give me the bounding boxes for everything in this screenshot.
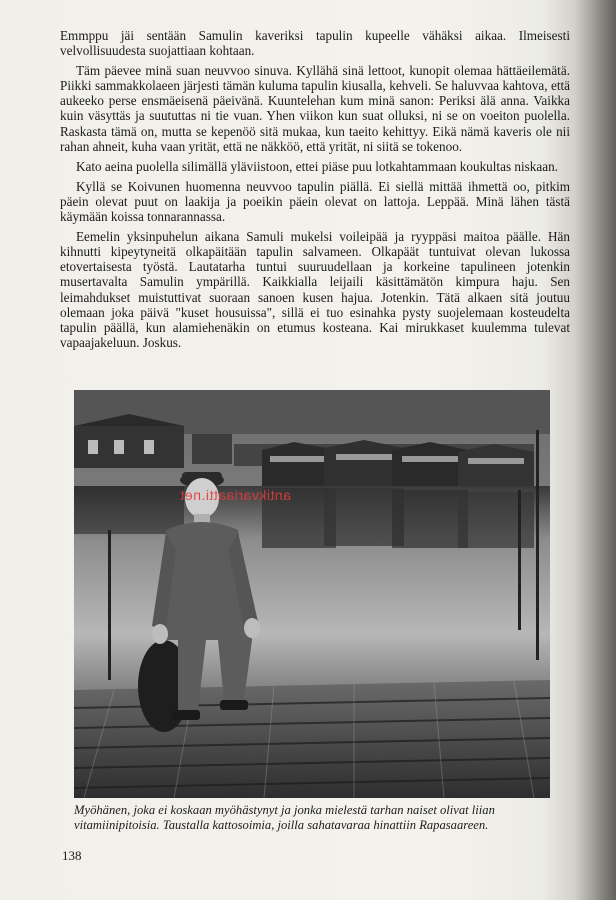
- paragraph-5: Eemelin yksinpuhelun aikana Samuli mukelsi voileipää ja ryyppäsi maitoa päälle. Hän kihnutti kipeytyneitä olkapäitään tapulin salvameen. Olkapäät tuntuivat olevan lukossa etovertaisesta työstä. Lautatarha tuntui suuruudellaan ja korkeine tapulineen jotenkin musertavalta Samulin ympärillä. Kaikkialla leijaili käsittämätön kimpura haju. Sen leimahdukset muistuttivat suoraan sanoen kusen hajua. Jotenkin. Tätä alkaen sitä joutuu olemaan joka päivä "kuset housuissa", sillä ei tuo esinahka pysty suojelemaan kosteudelta tapulin päällä, kun alamiehenäkin on etumus kosteana. Kai mirukkaset kuulemma tulevat vapaajakeluun. Joskus.: [60, 229, 570, 350]
- paragraph-4: Kyllä se Koivunen huomenna neuvvoo tapulin piällä. Ei siellä mittää ihmettä oo, pitkim päein olevat puut on laakija ja poeikin päein olevat on lattoja. Leppää. Minä lähen tästä käymään koissa tonnarannassa.: [60, 178, 570, 225]
- body-text: [60, 28, 570, 355]
- paragraph-3: Kato aeina puolella silimällä yläviistoon, ettei piäse puu lotkahtammaan koukultas niskaan.: [76, 158, 558, 174]
- harbor-photo: [74, 390, 550, 798]
- caption-line-1: Myöhänen, joka ei koskaan myöhästynyt ja jonka mielestä tarhan naiset olivat liian: [74, 803, 495, 817]
- photo-caption: [74, 803, 554, 833]
- book-spine-shadow: [574, 0, 616, 900]
- paragraph-1: Emmppu jäi sentään Samulin kaveriksi tapulin kupeelle vähäksi aikaa. Ilmeisesti velvollisuudesta suojattiaan kohtaan.: [60, 28, 570, 59]
- caption-line-2: vitamiinipitoisia. Taustalla kattosoimia, joilla sahatavaraa hinattiin Rapasaareen.: [74, 818, 489, 832]
- watermark-text: antikvariaatti.net: [180, 487, 291, 503]
- paragraph-2: Täm päevee minä suan neuvvoo sinuva. Kyllähä sinä lettoot, kunopit olemaa hättäeilemätä. Piikki sammakkolaeen järjesti tämän kuluma tapulin kiusalla, kehveli. Se haluvvaa kahtova, että aukeeko perse ensmäeisenä päeivänä. Kuuntelehan kum minä sanon: Periksi älä anna. Vaikka kuin väsyttäs ja suututtas ni tie vuan. Yhen viikon kun suat olluksi, ni se on voeiton puolella. Raskasta tämä on, mutta se kepenöö sitä mukaa, kun taeito kehittyy. Eikä nämä kaveris ole nii rahan ahneit, kuha vaan yrität, että ne näkköö, että yrität, ni siitä se tokenoo.: [60, 63, 570, 154]
- photo-illustration: [74, 390, 550, 798]
- page-number: 138: [62, 848, 82, 863]
